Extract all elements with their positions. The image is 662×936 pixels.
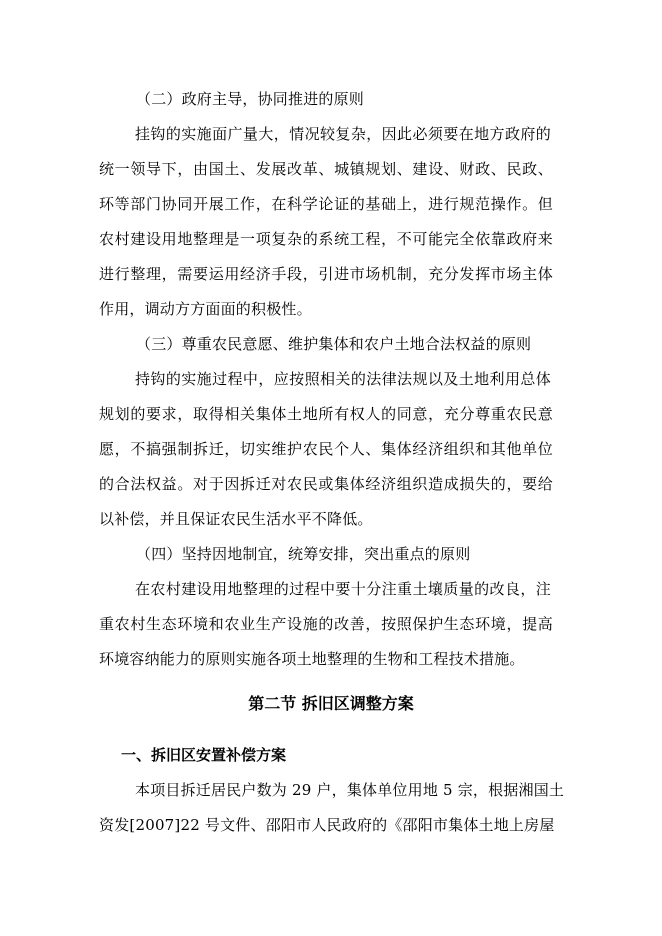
paragraph-line: 资发[2007]22 号文件、邵阳市人民政府的《邵阳市集体土地上房屋 [99, 816, 555, 834]
paragraph-line: 的合法权益。对于因拆迁对农民或集体经济组织造成损失的，要给 [99, 475, 553, 493]
section-heading-3: （三）尊重农民意愿、维护集体和农户土地合法权益的原则 [136, 335, 532, 353]
paragraph-line: 环等部门协同开展工作，在科学论证的基础上，进行规范操作。但 [99, 195, 553, 213]
paragraph-line: 愿，不搞强制拆迁，切实维护农民个人、集体经济组织和其他单位 [99, 440, 553, 458]
paragraph-line: 统一领导下，由国土、发展改革、城镇规划、建设、财政、民政、 [99, 160, 553, 178]
paragraph-line: 以补偿，并且保证农民生活水平不降低。 [99, 510, 373, 528]
paragraph-line: 重农村生态环境和农业生产设施的改善，按照保护生态环境，提高 [99, 615, 553, 633]
section-heading-4: （四）坚持因地制宜，统筹安排，突出重点的原则 [136, 545, 471, 563]
paragraph-line: 本项目拆迁居民户数为 29 户，集体单位用地 5 宗，根据湘国土 [135, 781, 565, 799]
subsection-title: 一、拆旧区安置补偿方案 [121, 746, 287, 764]
paragraph-line: 挂钩的实施面广量大，情况较复杂，因此必须要在地方政府的 [135, 125, 551, 143]
paragraph-line: 农村建设用地整理是一项复杂的系统工程，不可能完全依靠政府来 [99, 230, 553, 248]
paragraph-line: 进行整理，需要运用经济手段，引进市场机制，充分发挥市场主体 [99, 265, 553, 283]
section-heading-2: （二）政府主导，协同推进的原则 [136, 90, 365, 108]
paragraph-line: 持钩的实施过程中，应按照相关的法律法规以及土地利用总体 [135, 370, 551, 388]
paragraph-line: 在农村建设用地整理的过程中要十分注重土壤质量的改良，注 [135, 580, 551, 598]
paragraph-line: 环境容纳能力的原则实施各项土地整理的生物和工程技术措施。 [99, 650, 525, 668]
paragraph-line: 作用，调动方方面面的积极性。 [99, 300, 312, 318]
paragraph-line: 规划的要求，取得相关集体土地所有权人的同意，充分尊重农民意 [99, 405, 553, 423]
chapter-title: 第二节 拆旧区调整方案 [248, 694, 414, 713]
